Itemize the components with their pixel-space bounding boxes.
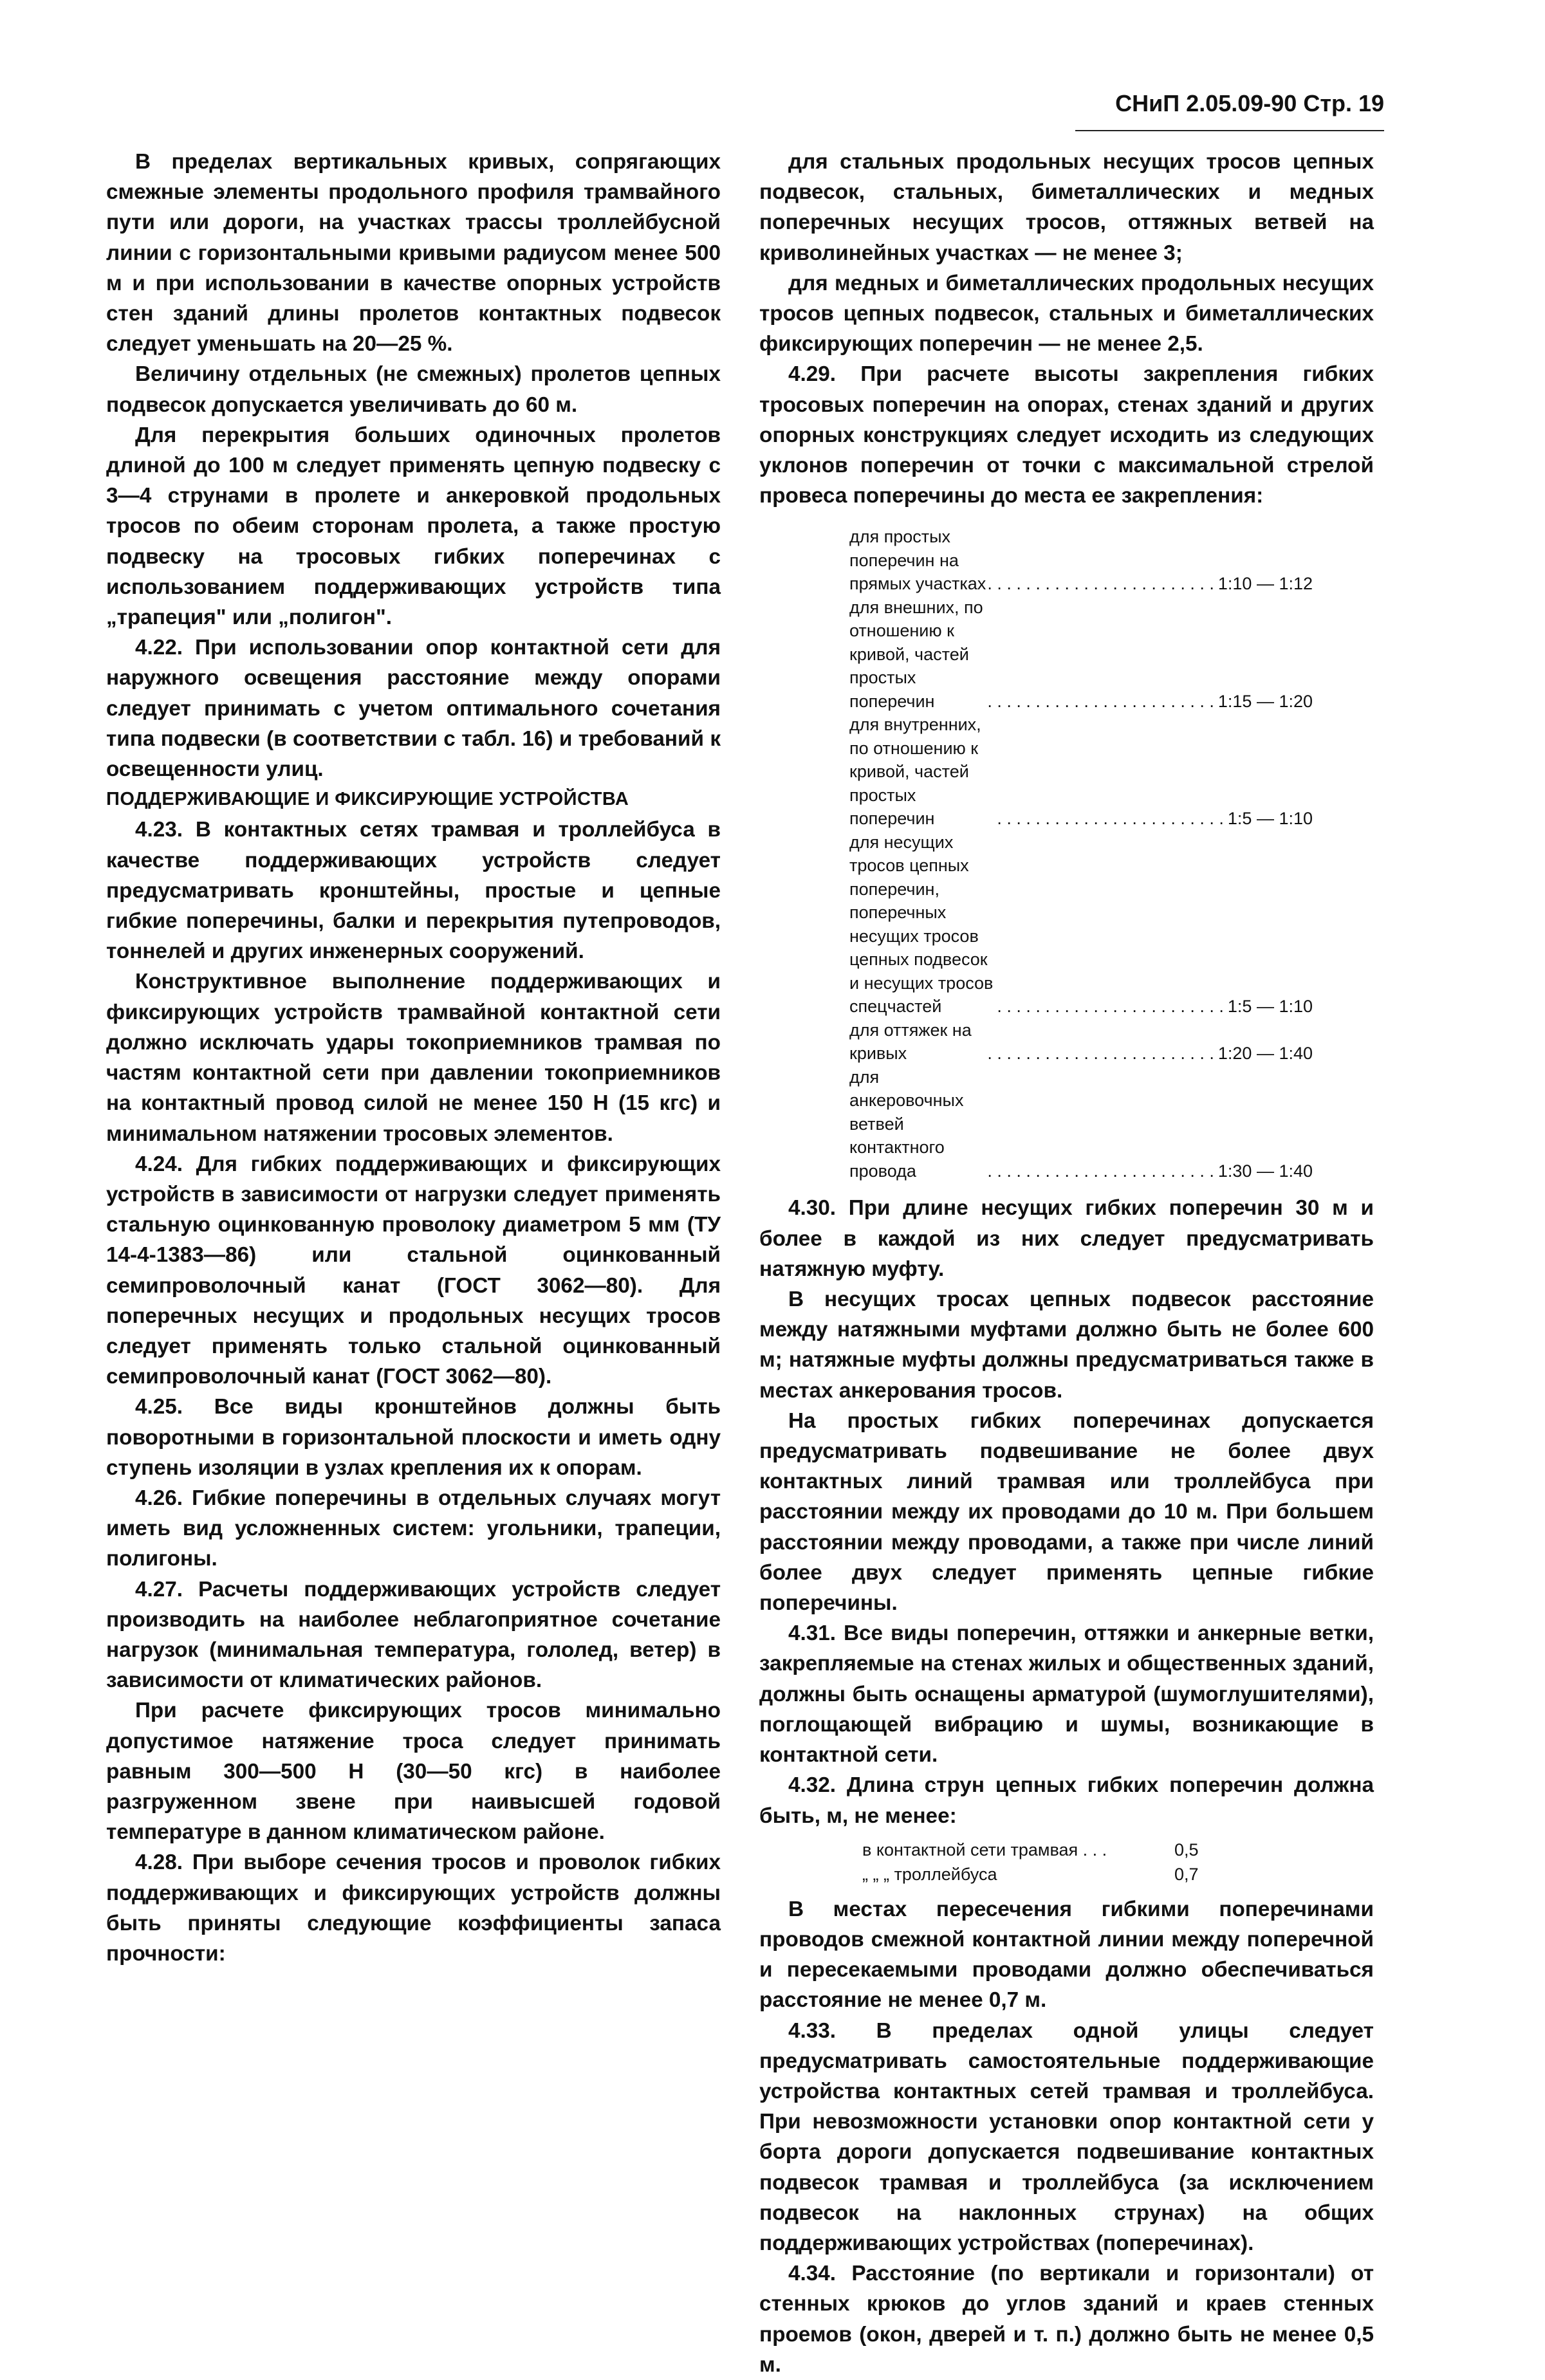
clause-text: Для гибких поддерживающих и фиксирующих устройств в зависимости от нагрузки следует применять стальную оцинкованную проволоку диаметром 5 мм (ТУ 14-4-1383—86) или стальной оцинкованный семипроволочный канат (ГОСТ 3062—80). Для поперечных несущих и продольных несущих тросов следует применять только стальной оцинкованный семипроволочный канат (ГОСТ 3062—80).	[106, 1152, 721, 1389]
slopes-list	[849, 525, 1313, 1183]
clause-4-30	[759, 1193, 1374, 1284]
length-label: в контактной сети трамвая . . .	[862, 1840, 1107, 1859]
clause-number: 4.32.	[788, 1773, 837, 1798]
lengths-list	[862, 1838, 1261, 1886]
length-value: 0,5	[1174, 1840, 1199, 1859]
clause-4-26	[106, 1483, 721, 1574]
slope-label: для простых поперечин на прямых участках	[849, 527, 986, 594]
paragraph: В пределах вертикальных кривых, сопрягающих смежные элементы продольного профиля трамвайного пути или дороги, на участках трассы троллейбусной линии с горизонтальными кривыми радиусом менее 500 м и при использовании в качестве опорных устройств стен зданий длины пролетов контактных подвесок следует уменьшать на 20—25 %.	[106, 150, 721, 356]
paragraph: На простых гибких поперечинах допускается предусматривать подвешивание не более двух контактных линий трамвая или троллейбуса при расстоянии между их проводами до 10 м. При большем расстоянии между проводами, а также при числе линий более двух следует применять цепные гибкие поперечины.	[759, 1408, 1374, 1616]
right-column	[759, 147, 1374, 2380]
length-row	[862, 1862, 1261, 1886]
clause-text: Гибкие поперечины в отдельных случаях могут иметь вид усложненных систем: угольники, трапеции, полигоны.	[106, 1486, 721, 1571]
section-title: ПОДДЕРЖИВАЮЩИЕ И ФИКСИРУЮЩИЕ УСТРОЙСТВА	[106, 789, 629, 810]
slope-row	[849, 525, 1313, 596]
slope-label: для несущих тросов цепных поперечин, поперечных несущих тросов цепных подвесок и несущих тросов спецчастей	[849, 832, 994, 1017]
slope-value: 1:10 — 1:12	[1217, 574, 1313, 594]
clause-4-25	[106, 1392, 721, 1483]
clause-number: 4.33.	[788, 2018, 837, 2043]
clause-text: Длина струн цепных гибких поперечин должна быть, м, не менее:	[759, 1773, 1374, 1828]
clause-number: 4.29.	[788, 362, 837, 387]
clause-number: 4.23.	[135, 818, 183, 842]
leader-dots: . . . . . . . . . . . . . . . . . . . . . . . .	[987, 1161, 1214, 1181]
paragraph: При расчете фиксирующих тросов минимально допустимое натяжение троса следует принимать равным 300—500 Н (30—50 кгс) в наиболее разгруженном звене при наивысшей годовой температуре в данном климатическом районе.	[106, 1699, 721, 1845]
clause-4-29	[759, 359, 1374, 511]
length-label: „ „ „ троллейбуса	[862, 1864, 997, 1884]
clause-text: При расчете высоты закрепления гибких тросовых поперечин на опорах, стенах зданий и других опорных конструкциях следует исходить из следующих уклонов поперечин от точки с максимальной стрелой провеса поперечины до места ее закрепления:	[759, 362, 1374, 508]
leader-dots: . . . . . . . . . . . . . . . . . . . . . . . .	[987, 1044, 1214, 1064]
clause-4-24	[106, 1149, 721, 1392]
slope-label: для оттяжек на кривых	[849, 1020, 972, 1064]
clause-text: Все виды кронштейнов должны быть поворотными в горизонтальной плоскости и иметь одну ступень изоляции в узлах крепления их к опорам.	[106, 1395, 721, 1480]
leader-dots: . . . . . . . . . . . . . . . . . . . . . . . .	[997, 997, 1224, 1017]
leader-dots: . . . . . . . . . . . . . . . . . . . . . . . .	[987, 691, 1214, 711]
paragraph: Для перекрытия больших одиночных пролетов длиной до 100 м следует применять цепную подвеску с 3—4 струнами в пролете и анкеровкой продольных тросов по обеим сторонам пролета, а также простую подвеску на тросовых гибких поперечинах с использованием поддерживающих устройств типа „трапеция" или „полигон".	[106, 423, 721, 630]
clause-number: 4.26.	[135, 1486, 183, 1510]
length-row	[862, 1838, 1261, 1862]
clause-number: 4.27.	[135, 1577, 183, 1601]
slope-row	[849, 1019, 1313, 1065]
clause-number: 4.28.	[135, 1850, 183, 1875]
slope-row	[849, 713, 1313, 831]
clause-4-31	[759, 1618, 1374, 1770]
clause-number: 4.25.	[135, 1395, 183, 1419]
clause-4-28	[106, 1847, 721, 1969]
paragraph: Конструктивное выполнение поддерживающих и фиксирующих устройств трамвайной контактной сети должно исключать удары токоприемников трамвая по частям контактной сети при давлении токоприемников на контактный провод силой не менее 150 Н (15 кгс) и минимальном натяжении тросовых элементов.	[106, 970, 721, 1146]
page-header: СНиП 2.05.09-90 Стр. 19	[1115, 90, 1384, 116]
clause-4-32	[759, 1770, 1374, 1831]
left-column	[106, 147, 721, 1969]
slope-row	[849, 596, 1313, 714]
slope-label: для внутренних, по отношению к кривой, частей простых поперечин	[849, 715, 981, 829]
length-value: 0,7	[1174, 1864, 1199, 1884]
slope-row	[849, 1065, 1313, 1183]
clause-number: 4.34.	[788, 2262, 837, 2286]
clause-number: 4.30.	[788, 1196, 837, 1221]
leader-dots: . . . . . . . . . . . . . . . . . . . . . . . .	[997, 809, 1224, 829]
header-rule	[1075, 130, 1384, 131]
slope-value: 1:5 — 1:10	[1227, 809, 1313, 829]
clause-text: При длине несущих гибких поперечин 30 м и более в каждой из них следует предусматривать натяжную муфту.	[759, 1196, 1374, 1281]
slope-value: 1:15 — 1:20	[1217, 691, 1313, 711]
clause-text: В пределах одной улицы следует предусматривать самостоятельные поддерживающие устройства контактных сетей трамвая и троллейбуса. При невозможности установки опор контактной сети у борта дороги допускается подвешивание контактных подвесок трамвая и троллейбуса (за исключением подвесок на наклонных струнах) на общих поддерживающих устройствах (поперечинах).	[759, 2018, 1374, 2255]
clause-number: 4.31.	[788, 1621, 837, 1646]
paragraph: Величину отдельных (не смежных) пролетов цепных подвесок допускается увеличивать до 60 м.	[106, 362, 721, 417]
slope-row	[849, 831, 1313, 1019]
slope-label: для внешних, по отношению к кривой, частей простых поперечин	[849, 597, 983, 711]
clause-text: Все виды поперечин, оттяжки и анкерные ветки, закрепляемые на стенах жилых и общественных зданий, должны быть оснащены арматурой (шумоглушителями), поглощающей вибрацию и шумы, возникающие в контактной сети.	[759, 1621, 1374, 1767]
clause-number: 4.24.	[135, 1152, 183, 1176]
slope-value: 1:5 — 1:10	[1227, 997, 1313, 1017]
clause-number: 4.22.	[135, 636, 183, 660]
slope-label: для анкеровочных ветвей контактного провода	[849, 1067, 964, 1181]
clause-4-27	[106, 1574, 721, 1696]
clause-text: В контактных сетях трамвая и троллейбуса в качестве поддерживающих устройств следует предусматривать кронштейны, простые и цепные гибкие поперечины, балки и перекрытия путепроводов, тоннелей и других инженерных сооружений.	[106, 818, 721, 964]
clause-4-33	[759, 2016, 1374, 2259]
paragraph: для медных и биметаллических продольных несущих тросов цепных подвесок, стальных и биметаллических фиксирующих поперечин — не менее 2,5.	[759, 271, 1374, 356]
clause-4-22	[106, 632, 721, 784]
slope-value: 1:20 — 1:40	[1217, 1044, 1313, 1064]
paragraph: В несущих тросах цепных подвесок расстояние между натяжными муфтами должно быть не более 600 м; натяжные муфты должны предусматриваться также в местах анкерования тросов.	[759, 1287, 1374, 1403]
clause-text: При выборе сечения тросов и проволок гибких поддерживающих и фиксирующих устройств должны быть приняты следующие коэффициенты запаса прочности:	[106, 1850, 721, 1966]
leader-dots: . . . . . . . . . . . . . . . . . . . . . . . .	[987, 574, 1214, 594]
clause-4-34	[759, 2258, 1374, 2380]
clause-text: При использовании опор контактной сети для наружного освещения расстояние между опорами следует принимать с учетом оптимального сочетания типа подвески (в соответствии с табл. 16) и требований к освещенности улиц.	[106, 636, 721, 782]
paragraph: В местах пересечения гибкими поперечинами проводов смежной контактной линии между поперечной и пересекаемыми проводами должно обеспечиваться расстояние не менее 0,7 м.	[759, 1897, 1374, 2013]
slope-value: 1:30 — 1:40	[1217, 1161, 1313, 1181]
paragraph: для стальных продольных несущих тросов цепных подвесок, стальных, биметаллических и медных поперечных несущих тросов, оттяжных ветвей на криволинейных участках — не менее 3;	[759, 150, 1374, 265]
clause-text: Расчеты поддерживающих устройств следует производить на наиболее неблагоприятное сочетание нагрузок (минимальная температура, гололед, ветер) в зависимости от климатических районов.	[106, 1577, 721, 1693]
clause-text: Расстояние (по вертикали и горизонтали) от стенных крюков до углов зданий и краев стенных проемов (окон, дверей и т. п.) должно быть не менее 0,5 м.	[759, 2262, 1374, 2377]
clause-4-23	[106, 815, 721, 966]
